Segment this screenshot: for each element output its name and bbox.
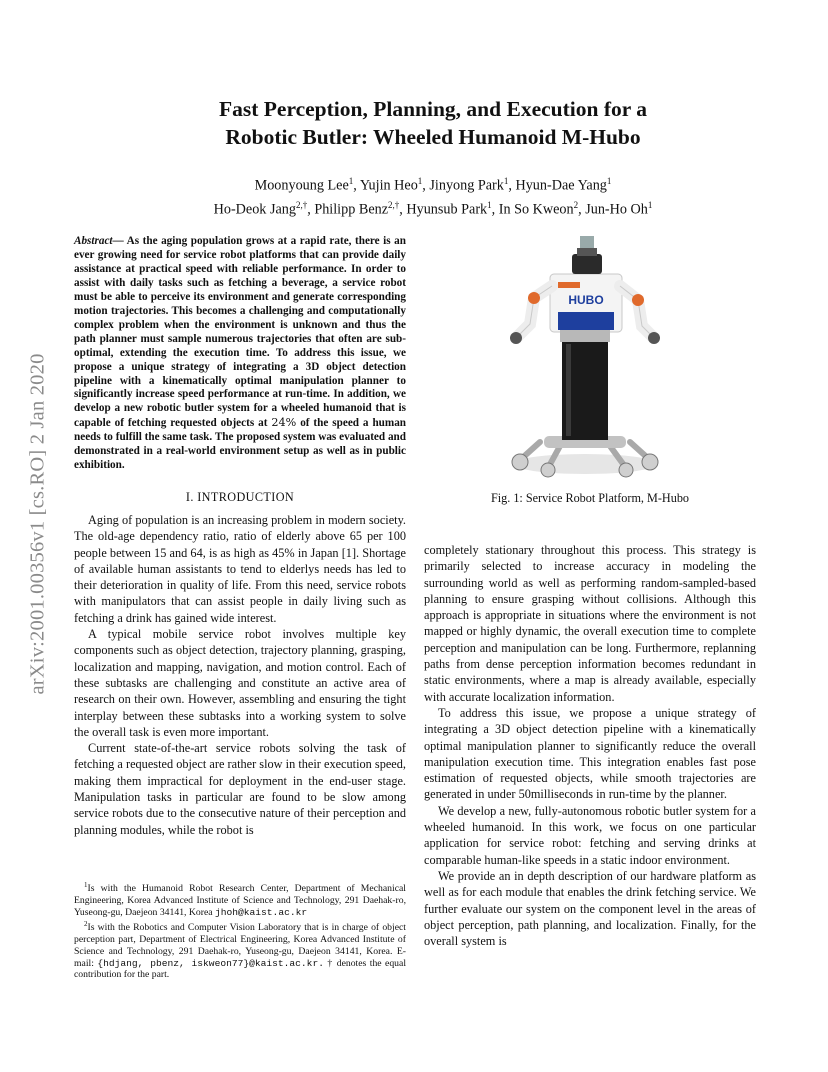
torso-orange-stripe (558, 282, 580, 288)
author-name: Moonyoung Lee (254, 177, 349, 194)
author-affiliation: 2 (573, 199, 579, 210)
footnote-email: {hdjang, pbenz, iskweon77}@kaist.ac.kr. (97, 957, 324, 969)
robot-head-camera (577, 248, 597, 256)
footnote-1 (74, 880, 406, 919)
abstract-label: Abstract (74, 235, 113, 247)
robot-head-sensor (572, 254, 602, 274)
abstract-text: As the aging population grows at a rapid rate, there is an ever growing need for service robot platforms that can provide daily assistance at practical speed with reliable performance. In order to assist with daily tasks such as fetching a beverage, a service robot must be able to perceive its environment and generate corresponding motion trajectories. This becomes a challenging and computationally complex problem when the environment is unknown and thus the path planner must sample numerous trajectories that often are sub-optimal, extending the execution time. To address this issue, we propose a unique strategy of integrating a 3D object detection pipeline with a kinematically optimal manipulation planner to significantly increase speed performance at run-time. In addition, we develop a new robotic butler system for a wheeled humanoid that is capable of fetching requested objects at (74, 235, 406, 430)
arxiv-identifier: arXiv:2001.00356v1 [cs.RO] 2 Jan 2020 (26, 353, 49, 695)
footnote-mark: 1 (84, 881, 88, 889)
author-affiliation: 1 (348, 176, 354, 186)
body-paragraph: To address this issue, we propose a unique strategy of integrating a 3D object detection pipeline with a kinematically optimal manipulation planner to significantly reduce the overall manipulation execution time. This integration enables fast pose estimation of requested objects, while smooth trajectories are generated in under 50milliseconds in run-time by the planner. (424, 705, 756, 802)
wheel-front-left (512, 454, 528, 470)
author-affiliation: 2,† (295, 199, 308, 210)
body-paragraph: We develop a new, fully-autonomous robotic butler system for a wheeled humanoid. In this work, we focus on one particular application for service robot: fetching and serving drinks at comparable human-like speeds in a static indoor environment. (424, 803, 756, 867)
author-name: Yujin Heo (359, 177, 418, 194)
author-name: Philipp Benz (314, 201, 389, 218)
author-affiliation: 1 (503, 176, 509, 186)
author-name: Hyunsub Park (406, 201, 488, 218)
left-gripper (510, 332, 522, 344)
author-list (90, 172, 776, 219)
column-highlight (566, 344, 571, 436)
author-affiliation: 1 (417, 176, 423, 186)
paper-title (120, 95, 746, 151)
hubo-logo: HUBO (568, 293, 604, 307)
m-hubo-robot-illustration (500, 232, 670, 482)
body-paragraph: A typical mobile service robot involves multiple key components such as object detection, trajectory planning, grasping, localization and mapping, navigation, and motion control. Each of these subtasks are challenging and constitute an active area of research on their own. However, assembling and ensuring the tight interplay between these subtasks into a working system to solve the overall task is even more important. (74, 627, 406, 739)
abstract: Abstract— As the aging population grows at a rapid rate, there is an ever growing need for service robot platforms that can provide daily assistance at practical speed with reliable performance. In order to assist with daily tasks such as fetching a beverage, a service robot must be able to perceive its environment and generate corresponding motion trajectories. This becomes a challenging and computationally complex problem when the environment is unknown and thus the path planner must sample numerous trajectories that often are sub-optimal, extending the execution time. To address this issue, we propose a unique strategy of integrating a 3D object detection pipeline with a kinematically optimal manipulation planner to significantly increase speed performance at run-time. In addition, we develop a new robotic butler system for a wheeled humanoid that is capable of fetching requested objects at 24% of the speed a human needs to fulfill the same task. The proposed system was evaluated and demonstrated in a real-world environment setup as well as in public exhibition. (74, 235, 407, 472)
body-paragraph: Aging of population is an increasing problem in modern society. The old-age dependency ratio, ratio of elderly above 65 per 100 people between 15 and 64, is as high as 45% in Japan [1]. Shortage of available human assistants to tend to elderlys needs has led to their deterioration in quality of life. From this need, service robots with manipulators that can assist people in daily living such as fetching a drink has gained wide interest. (74, 513, 406, 625)
author-name: Jun-Ho Oh (585, 201, 648, 218)
abstract-percent: 24% (271, 416, 297, 430)
torso-blue-panel (558, 312, 614, 330)
intro-column-right (424, 542, 756, 949)
author-affiliation: 1 (606, 176, 612, 186)
intro-column-left (74, 512, 406, 838)
abstract-text-end: of the speed a human needs to fulfill the same task. The proposed system was evaluated and demonstrated in a real-world environment setup as well as in public exhibition. (74, 417, 407, 472)
section-heading-introduction: I. INTRODUCTION (185, 490, 295, 504)
author-affiliation: 1 (487, 199, 492, 210)
title-line-2: Robotic Butler: Wheeled Humanoid M-Hubo (225, 125, 641, 149)
wheel-rear-left (541, 463, 555, 477)
author-name: Ho-Deok Jang (213, 201, 296, 218)
body-paragraph: completely stationary throughout this process. This strategy is primarily selected to increase accuracy in modeling the surrounding world as well as performing random-sampled-based planning to ensure grasping without collisions. Although this approach is appropriate in situations where the environment is not mapped or highly dynamic, the overall execution time to complete perception and manipulation can be long. Furthermore, replanning paths from dense perception information becomes redundant in static environments, where a map is already available, especially with accurate localization information. (424, 543, 756, 704)
robot-right-arm (620, 286, 652, 336)
wheel-front-right (642, 454, 658, 470)
wheel-rear-right (619, 463, 633, 477)
author-name: Hyun-Dae Yang (515, 177, 607, 194)
footnote-email: jhoh@kaist.ac.kr (214, 906, 308, 918)
author-name: In So Kweon (498, 201, 574, 218)
footnote-text: Is with the Robotics and Computer Vision Laboratory that is in charge of object perception part, Department of Electrical Engineering, Korea Advanced Institute of Science and Technology, 291 Daehak-ro, Yuseong-gu, Daejeon 34141, Korea. E-mail: (74, 922, 406, 969)
footnote-tail: † denotes the equal contribution for the part. (74, 957, 407, 981)
footnote-text: Is with the Humanoid Robot Research Center, Department of Mechanical Engineering, Korea Advanced Institute of Science and Technology, 291 Daehak-ro, Yuseong-gu, Daejeon 34141, Korea (74, 883, 406, 918)
title-line-1: Fast Perception, Planning, and Execution for a (218, 97, 648, 121)
body-paragraph: Current state-of-the-art service robots solving the task of fetching a requested object are rather slow in their execution speed, making them impractical for deployment in the end-user stage. Manipulation tasks in particular are found to be slow among service robots due to the consecutive nature of their perception and planning modules, while the robot is (74, 741, 406, 837)
author-affiliation: 2,† (388, 199, 400, 210)
robot-head-top (580, 236, 594, 248)
author-name: Jinyong Park (429, 177, 504, 194)
figure-caption: Fig. 1: Service Robot Platform, M-Hubo (490, 491, 690, 505)
arxiv-sidebar-stamp (18, 296, 58, 752)
body-paragraph: We provide an in depth description of our hardware platform as well as for each module that enables the drink fetching service. We further evaluate our system on the component level in the areas of object perception, path planning, and localization. Finally, for the overall system is (424, 868, 756, 949)
robot-figure (500, 232, 670, 482)
footnote-mark: 2 (84, 919, 88, 928)
footnote-2 (74, 919, 406, 981)
author-affiliation: 1 (647, 199, 653, 210)
floor-shadow (513, 454, 657, 474)
left-elbow-joint (528, 292, 540, 304)
author-line-2: Ho-Deok Jang$^{2,\dagger}$, Philipp Benz$^{2,\dagger}$, Hyunsub Park$^1$, In So Kweon$^2$, Jun-Ho Oh$^1$ (213, 199, 653, 218)
footnotes (74, 880, 406, 981)
right-gripper (648, 332, 660, 344)
author-line-1: Moonyoung Lee$^1$, Yujin Heo$^1$, Jinyong Park$^1$, Hyun-Dae Yang$^1$ (254, 176, 612, 194)
robot-waist (560, 330, 610, 342)
right-elbow-joint (632, 294, 644, 306)
